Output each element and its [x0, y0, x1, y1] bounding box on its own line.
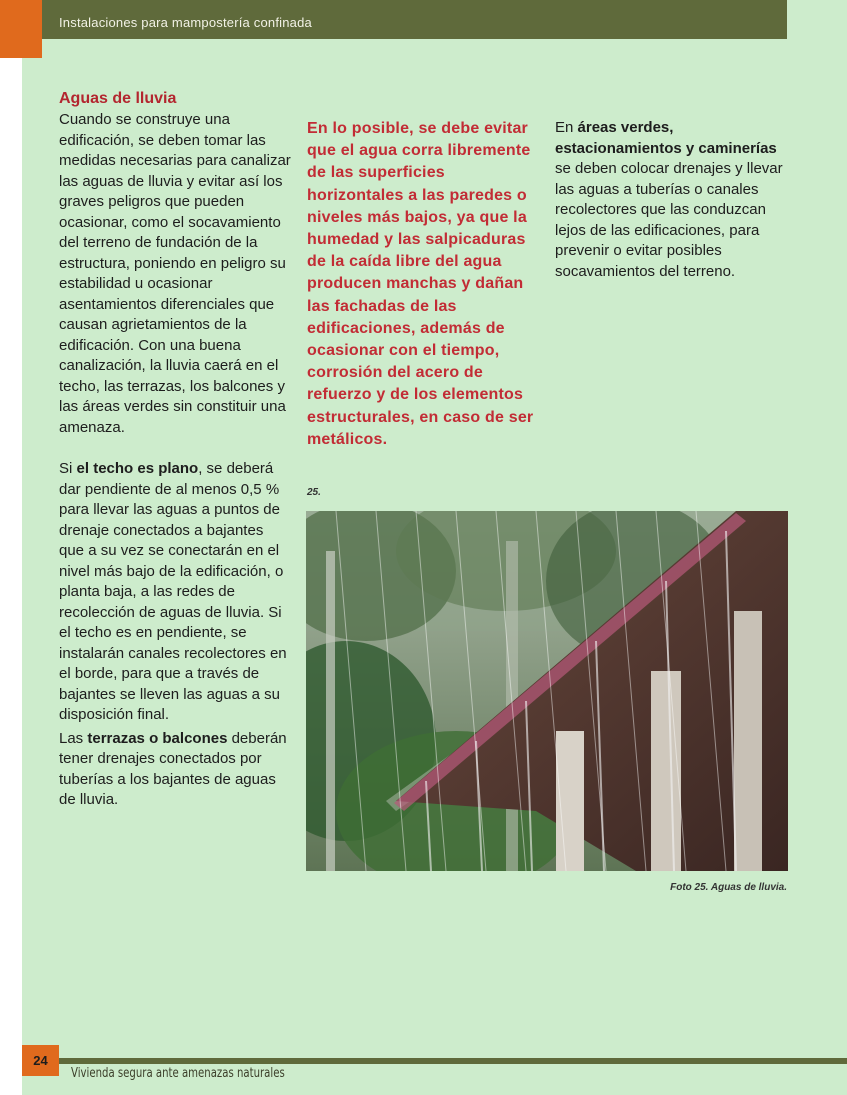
bold-green-areas: áreas verdes, estacionamientos y caminerías [555, 119, 777, 157]
paragraph-flat-roof [59, 459, 291, 726]
text-fragment: Si [59, 460, 77, 477]
header-title: Instalaciones para mampostería confinada [59, 15, 312, 30]
rain-photo [306, 511, 788, 871]
column-left [59, 88, 291, 811]
paragraph-terraces [59, 729, 291, 811]
header-bar [42, 0, 787, 39]
text-fragment: se deben colocar drenajes y llevar las aguas a tuberías o canales recolectores que las conduzcan lejos de las edificaciones, para prevenir o evitar posibles socavamientos del terreno. [555, 160, 783, 280]
text-fragment: deberán tener drenajes conectados por tuberías a los bajantes de aguas de lluvia. [59, 729, 287, 808]
paragraph-green-areas [555, 118, 795, 282]
text-fragment: En [555, 119, 578, 136]
callout-text: En lo posible, se debe evitar que el agua corra libremente de las superficies horizontales a las paredes o niveles más bajos, ya que la humedad y las salpicaduras de la caída libre del agua producen manchas y dañan las fachadas de las edificaciones, además de ocasionar con el tiempo, corrosión del acero de refuerzo y de los elementos estructurales, en caso de ser metálicos. [307, 120, 534, 448]
page-number: 24 [22, 1045, 59, 1076]
text-fragment: Las [59, 729, 88, 747]
bold-flat-roof: el techo es plano [76, 460, 199, 477]
footer-rule [59, 1058, 847, 1064]
column-right [555, 118, 795, 282]
bold-terraces: terrazas o balcones [87, 729, 228, 747]
photo-caption: Foto 25. Aguas de lluvia. [670, 882, 787, 893]
footer-book-title: Vivienda segura ante amenazas naturales [71, 1066, 285, 1081]
section-title: Aguas de lluvia [59, 90, 177, 107]
figure-number: 25. [307, 487, 321, 498]
text-fragment: , se deberá dar pendiente de al menos 0,5 % para llevar las aguas a puntos de drenaje conectados a bajantes que a su vez se conectarán en el nivel más bajo de la edificación, o planta baja, a las redes de recolección de aguas de lluvia. Si el techo es en pendiente, se instalarán canales recolectores en el borde, para que a través de bajantes se lleven las aguas a su disposición final. [59, 460, 287, 723]
corner-tab [0, 0, 42, 58]
paragraph-intro: Cuando se construye una edificación, se deben tomar las medidas necesarias para canalizar las aguas de lluvia y evitar así los graves peligros que pueden ocasionar, como el socavamiento del terreno de fundación de la estructura, poniendo en peligro su estabilidad u ocasionar asentamientos diferenciales que causan agrietamientos de la edificación. Con una buena canalización, la lluvia caerá en el techo, las terrazas, los balcones y las áreas verdes sin constituir una amenaza. [59, 111, 291, 436]
